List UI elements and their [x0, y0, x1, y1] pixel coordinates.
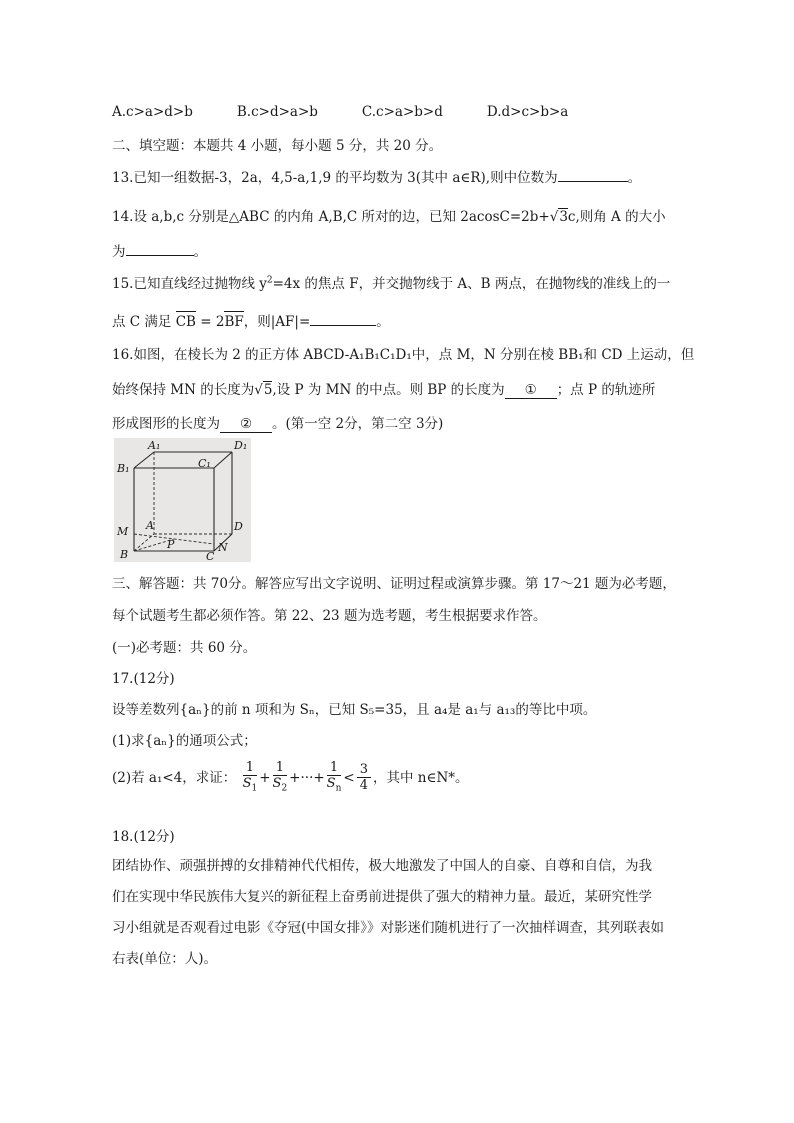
q16-line2-text: 始终保持 MN 的长度为: [112, 382, 255, 398]
q15-text-a: 15.已知直线经过抛物线 y: [112, 276, 267, 292]
q17-heading: 17.(12分): [112, 671, 175, 687]
vector-bf: BF: [224, 314, 244, 330]
q18-line1: 团结协作、顽强拼搏的女排精神代代相传，极大地激发了中国人的自豪、自尊和自信，为我: [112, 858, 652, 874]
label-a1: A₁: [148, 439, 161, 452]
section-3-line2: 每个试题考生都必须作答。第 22、23 题为选考题，考生根据要求作答。: [112, 608, 547, 624]
section-3-heading: 三、解答题：共 70分。解答应写出文字说明、证明过程或演算步骤。第 17～21 题为必考题，: [112, 576, 676, 592]
q12-options: [112, 104, 568, 120]
section-3-subheading: (一)必考题：共 60 分。: [112, 640, 257, 656]
q15-line2-mid: ，则|AF|=: [243, 314, 311, 330]
q18-heading: 18.(12分): [112, 829, 175, 845]
q14-radicand: 3: [559, 209, 568, 225]
cube-figure: [114, 438, 251, 562]
frac-num: 3: [357, 762, 371, 778]
q17-part2-text: (2)若 a₁<4，求证：: [112, 769, 237, 786]
q13-answer-blank: [558, 180, 628, 182]
q18-line3: 习小组就是否观看过电影《夺冠(中国女排》》对影迷们随机进行了一次抽样调查，其列联表如: [112, 920, 665, 936]
q15-line2-end: 。: [376, 314, 390, 330]
q16-line3-text: 形成图形的长度为: [112, 416, 220, 432]
frac-den-s: S: [326, 776, 336, 791]
label-c: C: [206, 550, 215, 562]
section-2-heading: 二、填空题：本题共 4 小题，每小题 5 分，共 20 分。: [112, 138, 443, 154]
q16-blank-1: ①: [505, 382, 557, 399]
question-15: [112, 272, 670, 292]
label-m: M: [117, 525, 129, 538]
q16-radicand: 5: [263, 382, 273, 398]
question-16: 16.如图，在棱长为 2 的正方体 ABCD-A₁B₁C₁D₁中，点 M，N 分别在棱 BB₁和 CD 上运动，但: [112, 347, 695, 363]
question-14-line2: [112, 240, 207, 260]
frac-den: [243, 776, 258, 797]
plus-sign: +: [259, 769, 271, 786]
frac-den-s: S: [272, 776, 282, 791]
q15-text-b: =4x 的焦点 F，并交抛物线于 A、B 两点，在抛物线的准线上的一: [272, 276, 671, 292]
q14-text: 14.设 a,b,c 分别是△ABC 的内角 A,B,C 所对的边，已知 2acosC=2b+: [112, 209, 550, 225]
ellipsis-plus: +···+: [289, 769, 325, 786]
sqrt-sign: √: [549, 209, 559, 225]
frac-den: [273, 776, 288, 797]
frac-num: 1: [243, 760, 258, 776]
q13-text: 13.已知一组数据-3，2a，4,5-a,1,9 的平均数为 3(其中 a∈R),则中位数为: [112, 170, 558, 186]
label-p: P: [167, 538, 175, 551]
question-13: [112, 166, 641, 186]
q16-line2-mid: ,设 P 为 MN 的中点。则 BP 的长度为: [272, 382, 505, 398]
label-d1: D₁: [234, 439, 248, 452]
label-b1: B₁: [117, 462, 130, 475]
label-b: B: [120, 548, 129, 561]
q17-part1: (1)求{aₙ}的通项公式；: [112, 733, 257, 749]
vector-cb: CB: [175, 314, 196, 330]
label-n: N: [218, 541, 228, 554]
frac-den-s: S: [242, 776, 252, 791]
fraction-1-over-s1: [243, 760, 258, 797]
fraction-1-over-sn: [327, 760, 342, 797]
frac-den-sub: 2: [281, 783, 288, 794]
q16-line3-end: 。(第一空 2分，第二空 3分): [272, 416, 444, 432]
frac-den-sub: n: [335, 783, 342, 794]
frac-num: 1: [273, 760, 288, 776]
question-15-line2: [112, 310, 390, 330]
q17-stem: 设等差数列{aₙ}的前 n 项和为 Sₙ，已知 S₅=35，且 a₄是 a₁与 a₁₃的等比中项。: [112, 702, 597, 718]
sqrt-sign: √: [254, 382, 263, 398]
q18-line2: 们在实现中华民族伟大复兴的新征程上奋勇前进提供了强大的精神力量。最近，某研究性学: [112, 889, 652, 905]
question-14: [112, 205, 666, 225]
frac-den: [327, 776, 342, 797]
fraction-1-over-s2: [273, 760, 288, 797]
fraction-3-over-4: [357, 762, 371, 794]
option-d: D.d>c>b>a: [486, 104, 569, 120]
option-a: A.c>a>d>b: [112, 104, 193, 120]
q15-equals: = 2: [195, 314, 225, 330]
frac-den-sub: 1: [251, 783, 258, 794]
q13-end: 。: [627, 170, 642, 186]
q15-line2-text: 点 C 满足: [112, 314, 176, 330]
question-16-line2: [112, 378, 655, 399]
q14-line2-end: 。: [193, 244, 207, 260]
q18-line4: 右表(单位：人)。: [112, 951, 218, 967]
q15-exponent: 2: [266, 275, 273, 286]
q14-answer-blank: [126, 254, 194, 256]
frac-den: 4: [359, 778, 368, 794]
q17-part2: [112, 760, 469, 797]
q16-blank-2: ②: [220, 416, 272, 433]
q14-text-end: c,则角 A 的大小: [567, 209, 666, 225]
label-d: D: [234, 520, 243, 533]
option-c: C.c>a>b>d: [361, 104, 443, 120]
q16-line2-end: ；点 P 的轨迹所: [556, 382, 656, 398]
less-than-sign: <: [343, 769, 355, 786]
q17-part2-end: ，其中 n∈N*。: [372, 769, 469, 786]
frac-num: 1: [327, 760, 342, 776]
q14-line2-text: 为: [112, 244, 126, 260]
option-b: B.c>d>a>b: [236, 104, 318, 120]
label-a: A: [146, 519, 154, 532]
cube-diagram: [114, 438, 251, 562]
label-c1: C₁: [198, 457, 211, 470]
question-16-line3: [112, 412, 443, 433]
q15-answer-blank: [310, 324, 376, 326]
